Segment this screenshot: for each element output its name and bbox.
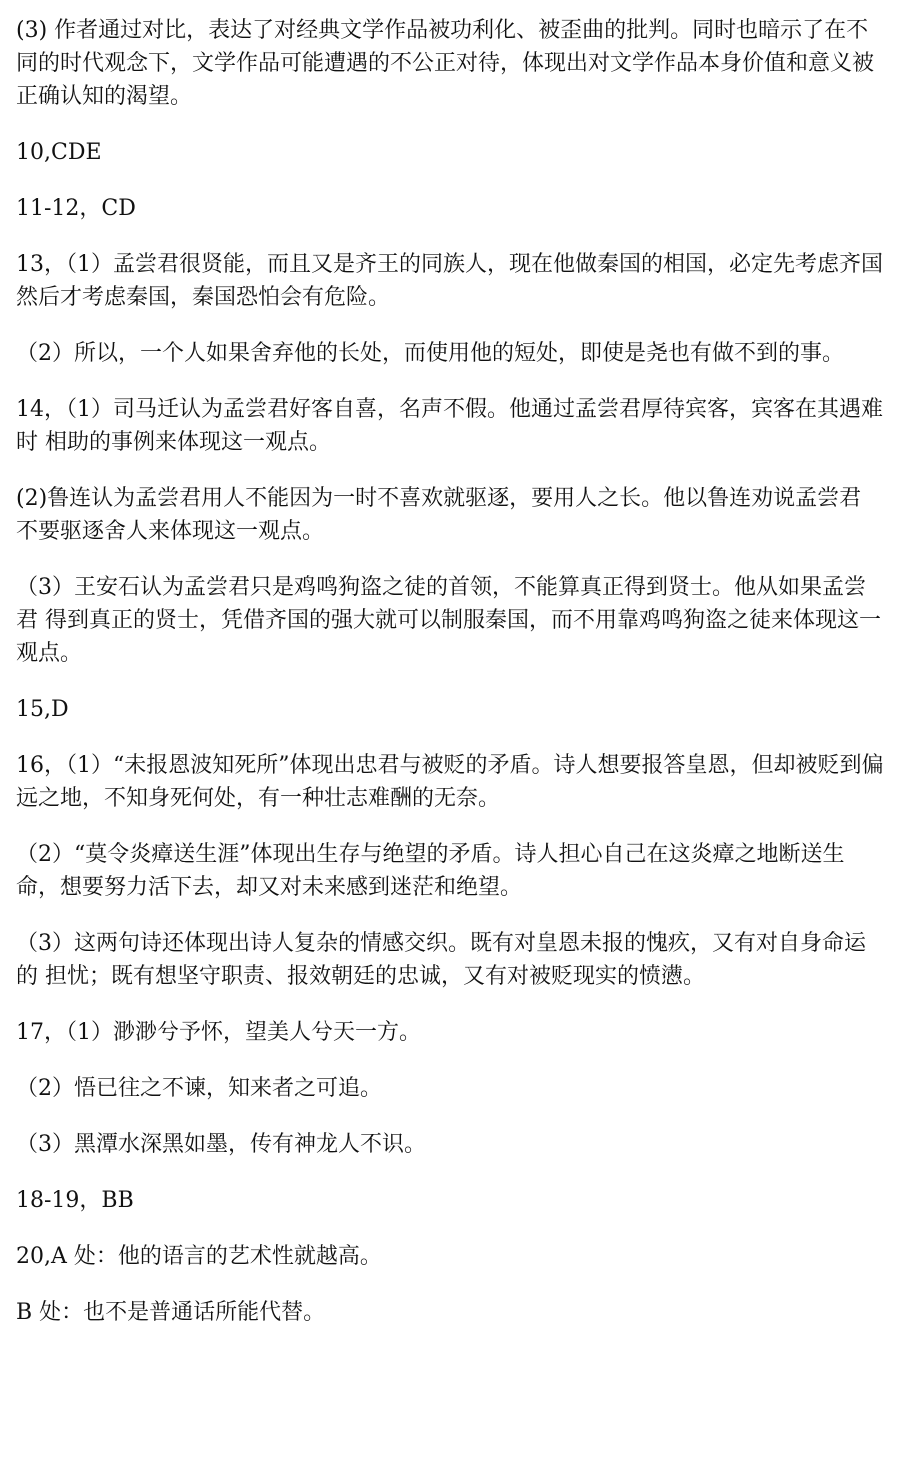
answer-10: 10,CDE xyxy=(16,140,102,165)
answer-15: 15,D xyxy=(16,697,69,722)
answer-17-3: （3）黑潭水深黑如墨，传有神龙人不识。 xyxy=(16,1132,426,1157)
answer-16-3: （3）这两句诗还体现出诗人复杂的情感交织。既有对皇恩未报的愧疚，又有对自身命运的 担忧；既有想坚守职责、报效朝廷的忠诚，又有对被贬现实的愤懑。 xyxy=(16,931,866,989)
document-page xyxy=(16,14,884,1329)
answer-13-2: （2）所以，一个人如果舍弃他的长处，而使用他的短处，即使是尧也有做不到的事。 xyxy=(16,341,844,366)
answer-14-1: 14，（1）司马迁认为孟尝君好客自喜，名声不假。他通过孟尝君厚待宾客，宾客在其遇难时 相助的事例来体现这一观点。 xyxy=(16,397,883,455)
answer-20-a: 20,A 处：他的语言的艺术性就越高。 xyxy=(16,1244,382,1269)
answer-18-19: 18-19，BB xyxy=(16,1188,134,1213)
answer-16-2: （2）“莫令炎瘴送生涯”体现出生存与绝望的矛盾。诗人担心自己在这炎瘴之地断送生命，想要努力活下去，却又对未来感到迷茫和绝望。 xyxy=(16,842,845,900)
answer-16-1: 16，（1）“未报恩波知死所”体现出忠君与被贬的矛盾。诗人想要报答皇恩，但却被贬到偏远之地，不知身死何处，有一种壮志难酬的无奈。 xyxy=(16,753,884,811)
answer-14-2: (2)鲁连认为孟尝君用人不能因为一时不喜欢就驱逐，要用人之长。他以鲁连劝说孟尝君 不要驱逐舍人来体现这一观点。 xyxy=(16,486,862,544)
answer-17-1: 17，（1）渺渺兮予怀，望美人兮天一方。 xyxy=(16,1020,421,1045)
answer-13-1: 13，（1）孟尝君很贤能，而且又是齐王的同族人，现在他做秦国的相国，必定先考虑齐国然后才考虑秦国，秦国恐怕会有危险。 xyxy=(16,252,883,310)
answer-14-3: （3）王安石认为孟尝君只是鸡鸣狗盗之徒的首领，不能算真正得到贤士。他从如果孟尝君 得到真正的贤士，凭借齐国的强大就可以制服秦国，而不用靠鸡鸣狗盗之徒来体现这一观点。 xyxy=(16,575,881,666)
answer-11-12: 11-12，CD xyxy=(16,196,136,221)
answer-17-2: （2）悟已往之不谏，知来者之可追。 xyxy=(16,1076,382,1101)
answer-20-b: B 处：也不是普通话所能代替。 xyxy=(16,1300,326,1325)
answer-9-3: (3) 作者通过对比，表达了对经典文学作品被功利化、被歪曲的批判。同时也暗示了在不 同的时代观念下，文学作品可能遭遇的不公正对待，体现出对文学作品本身价值和意义被正确认知的渴望。 xyxy=(16,18,875,109)
